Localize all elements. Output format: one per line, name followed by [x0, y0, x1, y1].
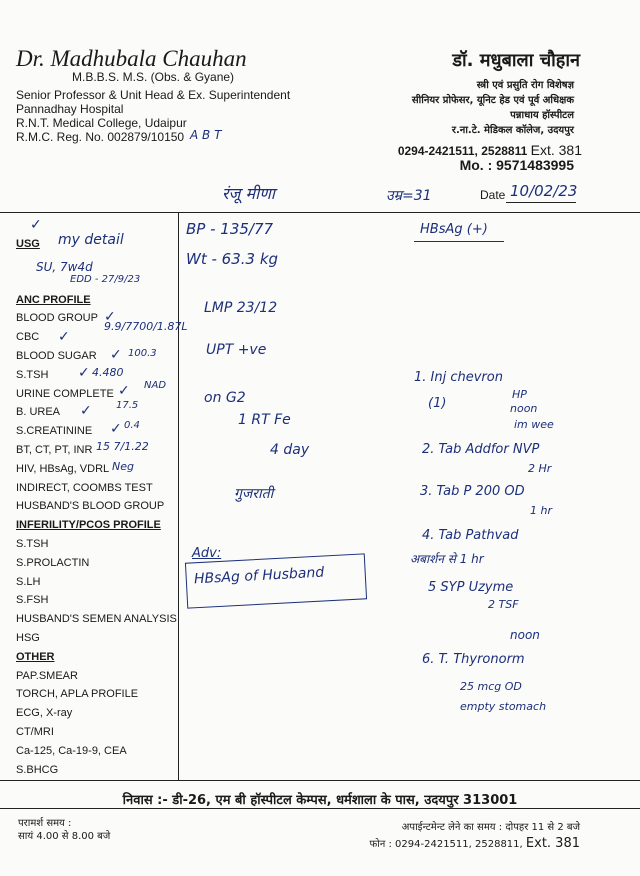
check-mark-icon: ✓ [58, 328, 70, 344]
appointment-info [369, 820, 580, 853]
residence-address: निवास :- डी-26, एम बी हॉस्पीटल केम्पस, धर्मशाला के पास, उदयपुर 313001 [122, 793, 518, 808]
rx-2b: 2 Hr [528, 462, 552, 475]
list-item: PAP.SMEAR [16, 670, 78, 682]
on-note: on G2 [204, 390, 246, 406]
list-item: S.BHCG [16, 764, 59, 776]
rx-1: 1. Inj chevron [414, 370, 503, 385]
list-item: TORCH, APLA PROFILE [16, 688, 139, 700]
lmp: LMP 23/12 [204, 300, 278, 316]
rx-1b: (1) [428, 396, 447, 411]
college-name: R.N.T. Medical College, Udaipur [16, 116, 187, 130]
list-item: ECG, X-ray [16, 707, 73, 719]
creatinine-value: 0.4 [124, 420, 140, 431]
doctor-name-hindi: डॉ. मधुबाला चौहान [452, 50, 580, 71]
phone-ext: Ext. 381 [530, 142, 582, 158]
rx-1d: noon [510, 402, 538, 415]
advice-text: HBsAg of Husband [193, 564, 325, 588]
date-label: Date [480, 188, 506, 202]
patient-name: रंजू मीणा [222, 184, 275, 203]
hbsag-underline [414, 241, 504, 242]
hospital-hindi: पन्नाधाय हॉस्पीटल [510, 110, 574, 121]
list-item: CT/MRI [16, 726, 54, 738]
check-mark-icon: ✓ [110, 346, 122, 362]
footer-phone: फोन : 0294-2421511, 2528811, [369, 839, 523, 850]
list-item: B. UREA [16, 406, 61, 418]
sugar-value: 100.3 [128, 348, 157, 359]
reg-suffix-handwriting: A B T [190, 128, 222, 142]
designation-hindi: सीनियर प्रोफेसर, यूनिट हेड एवं पूर्व अधिक्षक [411, 95, 574, 106]
bt-value: 15 7/1.22 [96, 440, 149, 453]
rx-4b: अबार्शन से 1 hr [410, 552, 484, 566]
footer-phone-line [369, 836, 580, 853]
list-item: S.FSH [16, 594, 49, 606]
designation: Senior Professor & Unit Head & Ex. Superintendent [16, 88, 291, 102]
rx-4: 4. Tab Pathvad [422, 528, 519, 543]
list-item: BLOOD SUGAR [16, 350, 97, 362]
urea-value: 17.5 [116, 400, 139, 411]
rx-3: 3. Tab P 200 OD [420, 484, 525, 499]
urine-value: NAD [144, 380, 167, 391]
check-mark-icon: ✓ [118, 382, 130, 398]
check-mark-icon: ✓ [104, 308, 116, 324]
check-mark-icon: ✓ [78, 364, 90, 380]
consult-time [18, 817, 110, 843]
list-item: URINE COMPLETE [16, 388, 114, 400]
date-underline [506, 202, 576, 203]
list-item: CBC [16, 331, 40, 343]
hiv-value: Neg [112, 460, 134, 473]
usg-note: my detail [58, 232, 124, 248]
appointment-time: अपाईन्टमेन्ट लेने का समय : दोपहर 11 से 2 बजे [401, 822, 580, 833]
rx-1c: HP [512, 388, 527, 401]
rx-5: 5 SYP Uzyme [428, 580, 514, 595]
patient-age: उम्र=31 [386, 188, 432, 204]
hospital-name: Pannadhay Hospital [16, 102, 124, 116]
rx-6c: empty stomach [460, 700, 547, 713]
list-item: INDIRECT, COOMBS TEST [16, 482, 153, 494]
list-heading: USG [16, 238, 40, 250]
cbc-value: 9.9/7700/1.87L [104, 320, 188, 333]
rx-2: 2. Tab Addfor NVP [422, 442, 540, 457]
patient-date: 10/02/23 [510, 182, 578, 200]
rx-5b: 2 TSF [488, 598, 519, 611]
rx-6: 6. T. Thyronorm [422, 652, 525, 667]
footer-ext: Ext. 381 [525, 836, 580, 851]
list-item: HUSBAND'S SEMEN ANALYSIS [16, 613, 177, 625]
college-hindi: र.ना.टे. मेडिकल कॉलेज, उदयपुर [451, 125, 574, 136]
language-note: गुजराती [234, 486, 274, 502]
qualifications: M.B.B.S. M.S. (Obs. & Gyane) [72, 70, 235, 84]
footer-divider [0, 808, 640, 809]
misc-note: noon [510, 628, 540, 642]
list-item: S.TSH [16, 369, 49, 381]
consult-hours: सायं 4.00 से 8.00 बजे [18, 831, 111, 842]
list-item: HUSBAND'S BLOOD GROUP [16, 500, 165, 512]
days-note: 4 day [270, 442, 310, 458]
top-divider [0, 212, 640, 213]
bp-reading: BP - 135/77 [186, 220, 274, 238]
list-item: S.CREATININE [16, 425, 93, 437]
list-item: BT, CT, PT, INR [16, 444, 93, 456]
doctor-name: Dr. Madhubala Chauhan [16, 46, 247, 71]
list-item: S.TSH [16, 538, 49, 550]
usg-sub2: EDD - 27/9/23 [70, 274, 141, 285]
reg-number: R.M.C. Reg. No. 002879/10150 [16, 130, 185, 144]
phone-numbers: 0294-2421511, 2528811 [397, 144, 528, 158]
consult-label: परामर्श समय : [18, 818, 72, 829]
weight-reading: Wt - 63.3 kg [186, 250, 279, 268]
list-heading: ANC PROFILE [16, 294, 91, 306]
rx-1e: im wee [514, 418, 554, 431]
list-heading: OTHER [16, 651, 55, 663]
list-item: S.LH [16, 576, 41, 588]
doctor-info [16, 88, 290, 144]
fe-note: 1 RT Fe [238, 412, 291, 428]
list-item: HIV, HBsAg, VDRL [16, 463, 110, 475]
phone-line [398, 142, 582, 158]
check-mark-icon: ✓ [30, 216, 42, 232]
advice-label: Adv: [192, 546, 222, 561]
check-mark-icon: ✓ [80, 402, 92, 418]
doctor-info-hindi [412, 78, 574, 138]
rx-6b: 25 mcg OD [460, 680, 522, 693]
bottom-divider [0, 780, 640, 781]
list-item: BLOOD GROUP [16, 312, 98, 324]
column-divider [178, 212, 179, 780]
upt: UPT +ve [206, 342, 267, 358]
list-item: HSG [16, 632, 40, 644]
check-mark-icon: ✓ [110, 420, 122, 436]
list-item: Ca-125, Ca-19-9, CEA [16, 745, 127, 757]
list-item: S.PROLACTIN [16, 557, 90, 569]
rx-3b: 1 hr [530, 504, 552, 517]
specialty-hindi: स्त्री एवं प्रसुति रोग विशेषज्ञ [476, 80, 574, 91]
tsh-value: 4.480 [92, 366, 124, 379]
usg-sub1: SU, 7w4d [36, 260, 93, 274]
list-heading: INFERILITY/PCOS PROFILE [16, 519, 161, 531]
hbsag-result: HBsAg (+) [420, 222, 488, 237]
mobile-number: Mo. : 9571483995 [459, 157, 574, 173]
